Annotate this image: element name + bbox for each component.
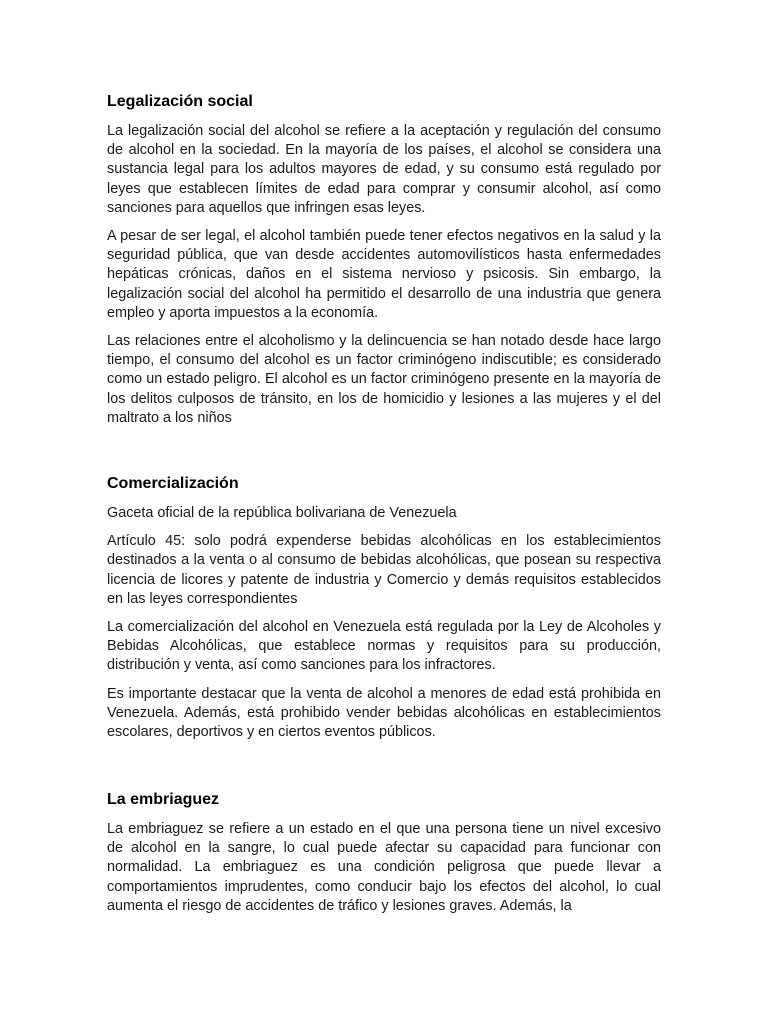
section-la-embriaguez xyxy=(107,790,661,925)
paragraph: Artículo 45: solo podrá expenderse bebidas alcohólicas en los establecimientos destinados a la venta o al consumo de bebidas alcohólicas, que posean su respectiva licencia de licores y patente de industria y Comercio y demás requisitos establecidos en las leyes correspondientes xyxy=(107,533,661,607)
paragraph: La comercialización del alcohol en Venezuela está regulada por la Ley de Alcoholes y Bebidas Alcohólicas, que establece normas y requisitos para su producción, distribución y venta, así como sanciones para los infractores. xyxy=(107,619,661,674)
paragraph: A pesar de ser legal, el alcohol también puede tener efectos negativos en la salud y la seguridad pública, que van desde accidentes automovilísticos hasta enfermedades hepáticas crónicas, daños en el sistema nervioso y psicosis. Sin embargo, la legalización social del alcohol ha permitido el desarrollo de una industria que genera empleo y aporta impuestos a la economía. xyxy=(107,228,661,321)
paragraph: La embriaguez se refiere a un estado en el que una persona tiene un nivel excesivo de alcohol en la sangre, lo cual puede afectar su capacidad para funcionar con normalidad. La embriaguez es una condición peligrosa que puede llevar a comportamientos imprudentes, como conducir bajo los efectos del alcohol, lo cual aumenta el riesgo de accidentes de tráfico y lesiones graves. Además, la xyxy=(107,821,661,914)
paragraph: Es importante destacar que la venta de alcohol a menores de edad está prohibida en Venezuela. Además, está prohibido vender bebidas alcohólicas en establecimientos escolares, deportivos y en ciertos eventos públicos. xyxy=(107,685,661,741)
section-legalizacion-social xyxy=(107,92,661,437)
section-heading: La embriaguez xyxy=(107,791,220,808)
section-heading: Legalización social xyxy=(107,93,253,110)
paragraph: Gaceta oficial de la república bolivariana de Venezuela xyxy=(107,505,457,521)
section-heading: Comercialización xyxy=(107,475,239,492)
section-comercializacion xyxy=(107,474,661,751)
paragraph: Las relaciones entre el alcoholismo y la delincuencia se han notado desde hace largo tiempo, el consumo del alcohol es un factor criminógeno indiscutible; es considerado como un estado peligro. El alcohol es un factor criminógeno presente en la mayoría de los delitos culposos de tránsito, en los de homicidio y lesiones a las mujeres y el del maltrato a los niños xyxy=(107,333,661,426)
paragraph: La legalización social del alcohol se refiere a la aceptación y regulación del consumo de alcohol en la sociedad. En la mayoría de los países, el alcohol se considera una sustancia legal para los adultos mayores de edad, y su consumo está regulado por leyes que establecen límites de edad para comprar y consumir alcohol, así como sanciones para aquellos que infringen esas leyes. xyxy=(107,123,661,216)
